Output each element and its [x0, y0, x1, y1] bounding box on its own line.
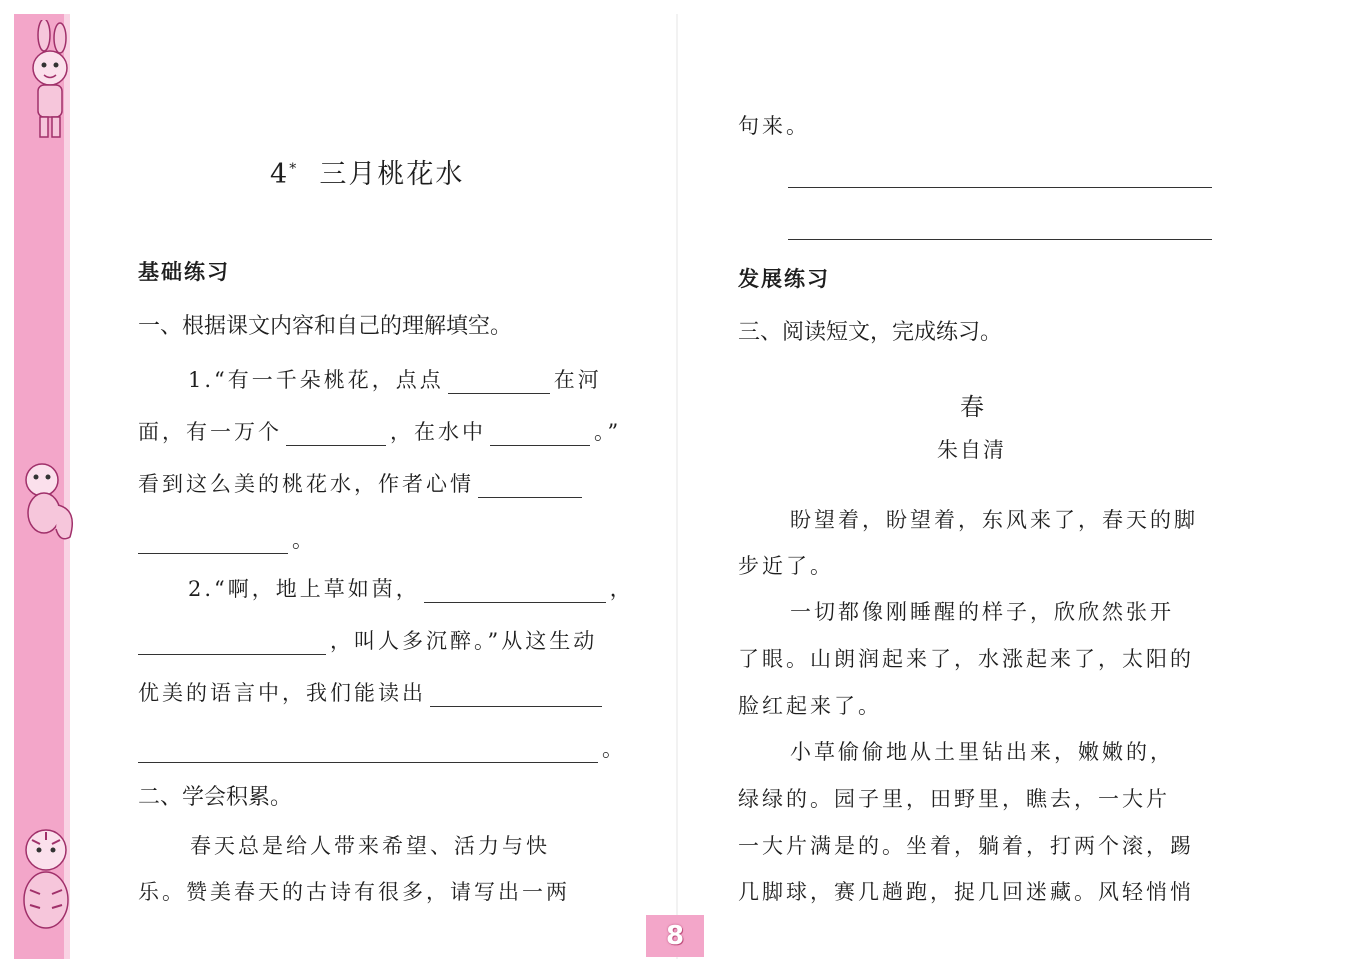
- answer-blank[interactable]: [490, 423, 590, 446]
- reading-line-9: 几脚球，赛几趟跑，捉几回迷藏。风轻悄悄: [738, 880, 1194, 904]
- answer-blank[interactable]: [478, 475, 582, 498]
- q2-text-line2: 乐。赞美春天的古诗有很多，请写出一两: [138, 880, 570, 904]
- reading-line-8: 一大片满是的。坐着，躺着，打两个滚，踢: [738, 834, 1194, 858]
- reading-line-4: 了眼。山朗润起来了，水涨起来了，太阳的: [738, 647, 1194, 671]
- page-fold: [676, 14, 678, 959]
- q1-item1-text-a: 1.“有一千朵桃花，点点: [188, 368, 444, 392]
- answer-blank[interactable]: [138, 740, 598, 763]
- poem-title: 春: [960, 393, 984, 421]
- q1-item1-line1: [188, 364, 602, 394]
- lesson-title: [270, 152, 464, 191]
- answer-line[interactable]: [788, 239, 1212, 240]
- answer-blank[interactable]: [430, 684, 602, 707]
- answer-blank[interactable]: [138, 632, 326, 655]
- q1-item1-text-b: 在河: [553, 368, 602, 392]
- q1-item2-line2: [138, 625, 597, 655]
- answer-blank[interactable]: [448, 371, 550, 394]
- question-3-heading: 三、阅读短文，完成练习。: [738, 320, 1003, 345]
- q1-item2-line1: [188, 573, 634, 603]
- poem-author: 朱自清: [937, 438, 1006, 462]
- lesson-title-text: 三月桃花水: [319, 159, 465, 190]
- reading-line-1: 盼望着，盼望着，东风来了，春天的脚: [790, 508, 1198, 532]
- rabbit-mascot-icon: [10, 20, 80, 140]
- section-basic-heading: 基础练习: [138, 260, 230, 284]
- q1-item2-line3: [138, 677, 606, 707]
- q1-item1-line3: [138, 468, 586, 498]
- tiger-mascot-icon: [10, 820, 80, 940]
- answer-blank[interactable]: [138, 531, 288, 554]
- q1-item2-text-b: ，叫人多沉醉。”从这生动: [330, 629, 598, 653]
- period-mark: 。: [292, 528, 316, 552]
- answer-blank[interactable]: [286, 423, 386, 446]
- section-develop-heading: 发展练习: [738, 267, 830, 291]
- period-mark: 。: [602, 737, 626, 761]
- comma-mark: ，: [609, 577, 634, 601]
- q1-item1-text-e: 。”: [594, 420, 622, 444]
- q1-item1-line4: [138, 524, 316, 554]
- continued-text: 句来。: [738, 114, 810, 138]
- reading-line-2: 步近了。: [738, 554, 834, 578]
- reading-line-5: 脸红起来了。: [738, 694, 882, 718]
- q1-item2-text-a: 2.“啊，地上草如茵，: [188, 577, 420, 601]
- answer-line[interactable]: [788, 187, 1212, 188]
- q1-item2-text-c: 优美的语言中，我们能读出: [138, 681, 426, 705]
- question-1-heading: 一、根据课文内容和自己的理解填空。: [138, 314, 513, 339]
- page-number: 8: [646, 915, 704, 957]
- lesson-number: 4: [270, 159, 290, 190]
- reading-line-7: 绿绿的。园子里，田野里，瞧去，一大片: [738, 787, 1170, 811]
- q1-item2-line4: [138, 733, 626, 763]
- q1-item1-text-c: 面，有一万个: [138, 420, 282, 444]
- q1-item1-text-d: ，在水中: [390, 420, 486, 444]
- lesson-mark: *: [289, 161, 299, 177]
- answer-blank[interactable]: [424, 580, 606, 603]
- question-2-heading: 二、学会积累。: [138, 785, 293, 810]
- q2-text-line1: 春天总是给人带来希望、活力与快: [190, 834, 550, 858]
- reading-line-6: 小草偷偷地从土里钻出来，嫩嫩的，: [790, 740, 1174, 764]
- squirrel-mascot-icon: [10, 455, 80, 545]
- q1-item1-line2: [138, 416, 621, 446]
- q1-item1-text-f: 看到这么美的桃花水，作者心情: [138, 472, 474, 496]
- reading-line-3: 一切都像刚睡醒的样子，欣欣然张开: [790, 600, 1174, 624]
